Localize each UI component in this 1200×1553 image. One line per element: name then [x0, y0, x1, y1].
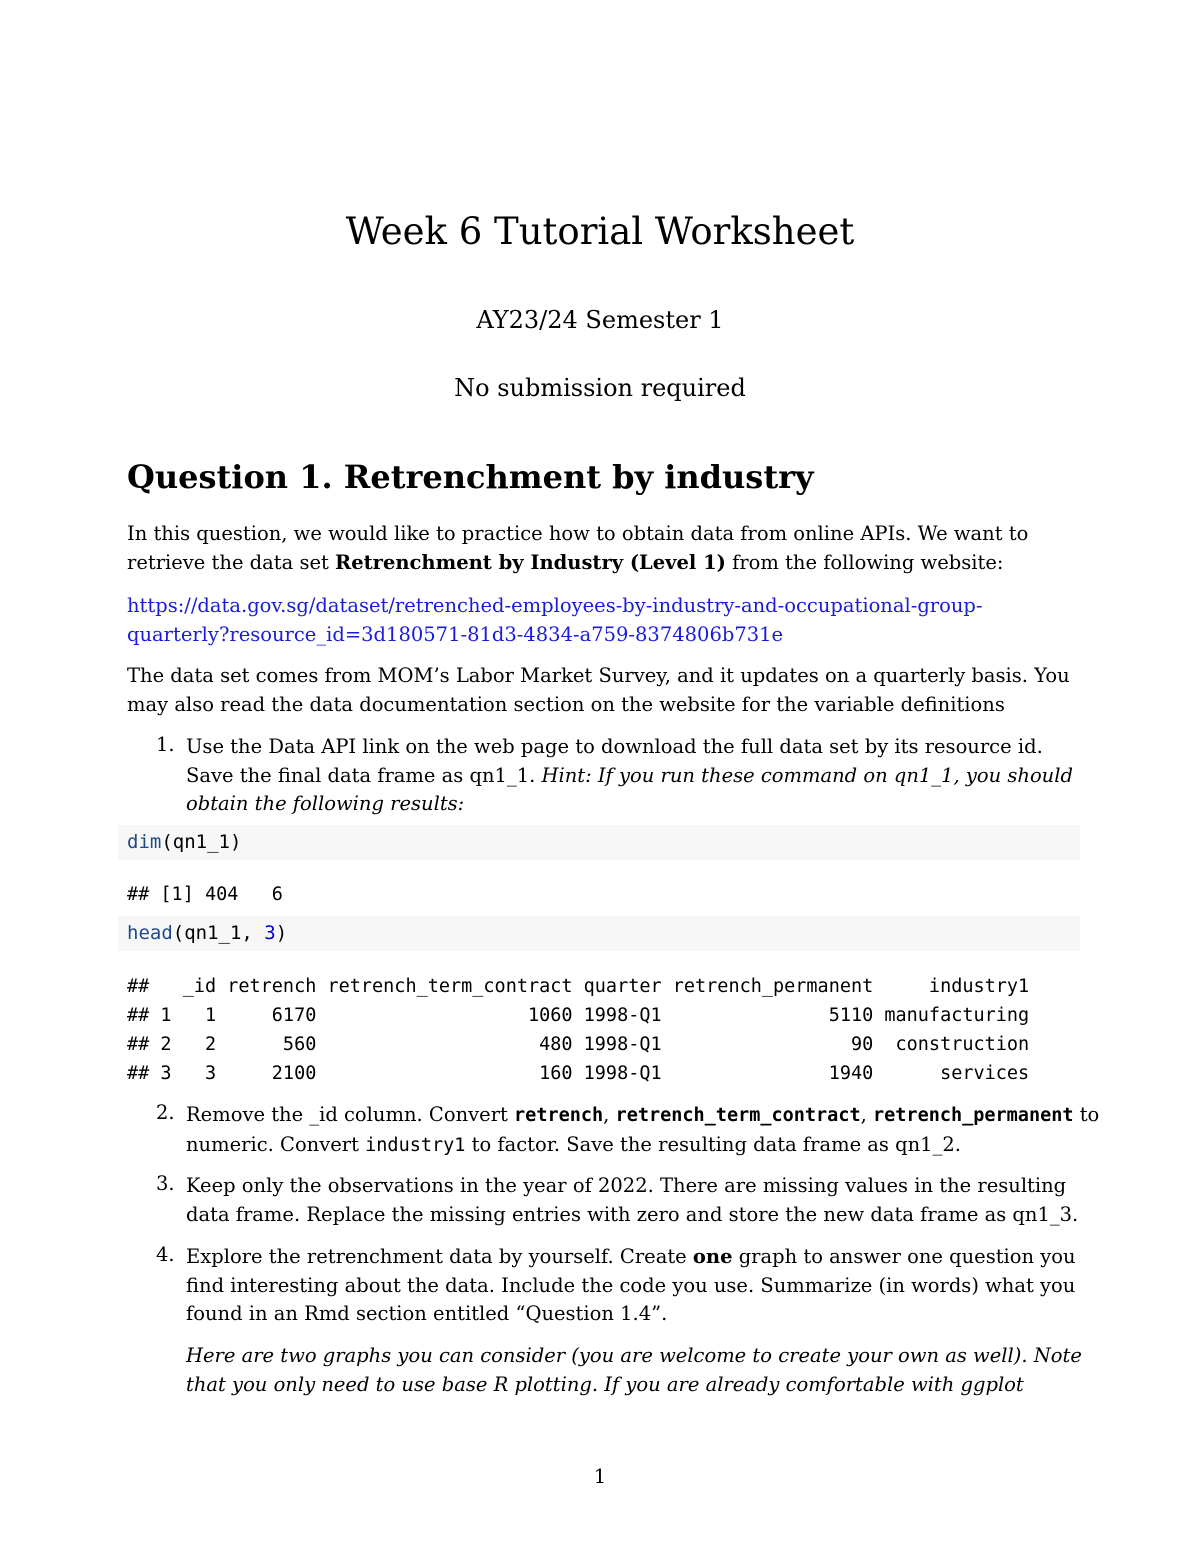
item-2-text — [186, 1101, 1121, 1160]
item-2-code-retrench: retrench — [514, 1105, 604, 1126]
code-block-dim — [118, 825, 1080, 860]
item-4-number: 4. — [156, 1243, 175, 1266]
item-3-number: 3. — [156, 1172, 175, 1195]
intro-paragraph — [127, 520, 1087, 577]
dataset-name: Retrenchment by Industry (Level 1) — [335, 550, 726, 574]
output-dim: ## [1] 404 6 — [127, 884, 283, 905]
item-4-note: Here are two graphs you can consider (you are welcome to create your own as well). Note that you only need to use base R plotting. If you are already comfortable with ggplot — [186, 1344, 1082, 1396]
code-dim-fn: dim — [127, 831, 162, 853]
page-number: 1 — [593, 1465, 607, 1488]
page-title: Week 6 Tutorial Worksheet — [345, 210, 855, 253]
item-2-text-a: Remove the _id column. Convert — [186, 1103, 515, 1126]
item-4-text-b: graph to answer one question you find interesting about the data. Include the code you use. Summarize (in words) what you found in an Rmd section entitled “Question 1.4”. — [186, 1245, 1076, 1325]
item-2-text-e: to factor. Save the resulting data frame as qn1_2. — [465, 1132, 961, 1156]
item-4-bold: one — [692, 1245, 733, 1268]
item-4-text — [186, 1243, 1086, 1329]
code-head-fn: head — [127, 922, 173, 944]
item-1-text — [186, 733, 1086, 819]
item-3-text: Keep only the observations in the year of 2022. There are missing values in the resulting data frame. Replace the missing entries with zero and store the new data frame as qn1_3. — [186, 1174, 1079, 1226]
item-2-number: 2. — [156, 1101, 175, 1124]
intro-text-a: In this question, we would like to practice how to obtain data from online APIs. We want to retrieve the data set — [127, 522, 1029, 574]
item-4-text-a: Explore the retrenchment data by yourself. Create — [186, 1245, 693, 1268]
question-1-heading: Question 1. Retrenchment by industry — [127, 458, 814, 496]
output-table-header: ## _id retrench retrench_term_contract quarter retrench_permanent industry1 — [127, 976, 1030, 997]
code-head-close: ) — [275, 922, 288, 944]
item-2-code-industry: industry1 — [365, 1134, 466, 1156]
url-link-line-1[interactable]: https://data.gov.sg/dataset/retrenched-employees-by-industry-and-occupational-group- — [127, 594, 983, 617]
url-link-line-2[interactable]: quarterly?resource_id=3d180571-81d3-4834-a759-8374806b731e — [127, 622, 784, 646]
item-2-text-d: to numeric. Convert — [186, 1103, 1100, 1156]
dataset-url[interactable] — [127, 592, 1087, 649]
output-table-row: ## 1 1 6170 1060 1998-Q1 5110 manufacturing — [127, 1005, 1030, 1026]
submission-note: No submission required — [454, 374, 746, 402]
code-dim-arg: (qn1_1) — [161, 831, 242, 853]
semester-label: AY23/24 Semester 1 — [476, 306, 724, 334]
item-2-text-b: , — [603, 1103, 616, 1126]
code-dim-line — [127, 831, 241, 853]
code-head-arg: (qn1_1, — [172, 922, 265, 944]
item-2-code-permanent: retrench_permanent — [873, 1105, 1074, 1126]
item-1-body: Use the Data API link on the web page to download the full data set by its resource id. Save the final data frame as qn1_1. — [186, 735, 1043, 787]
intro-text-b: from the following website: — [725, 550, 1004, 574]
item-1-hint: Hint: If you run these command on qn1_1, you should obtain the following results: — [186, 763, 1073, 815]
output-table-row: ## 3 3 2100 160 1998-Q1 1940 services — [127, 1063, 1030, 1084]
item-1-number: 1. — [156, 733, 175, 756]
item-2-text-c: , — [860, 1103, 874, 1126]
output-table-row: ## 2 2 560 480 1998-Q1 90 construction — [127, 1034, 1030, 1055]
description-paragraph: The data set comes from MOM’s Labor Market Survey, and it updates on a quarterly basis. You may also read the data documentation section on the website for the variable definitions — [127, 664, 1070, 716]
code-head-line — [127, 922, 287, 944]
item-2-code-term: retrench_term_contract — [615, 1105, 861, 1126]
code-head-num: 3 — [264, 922, 276, 944]
